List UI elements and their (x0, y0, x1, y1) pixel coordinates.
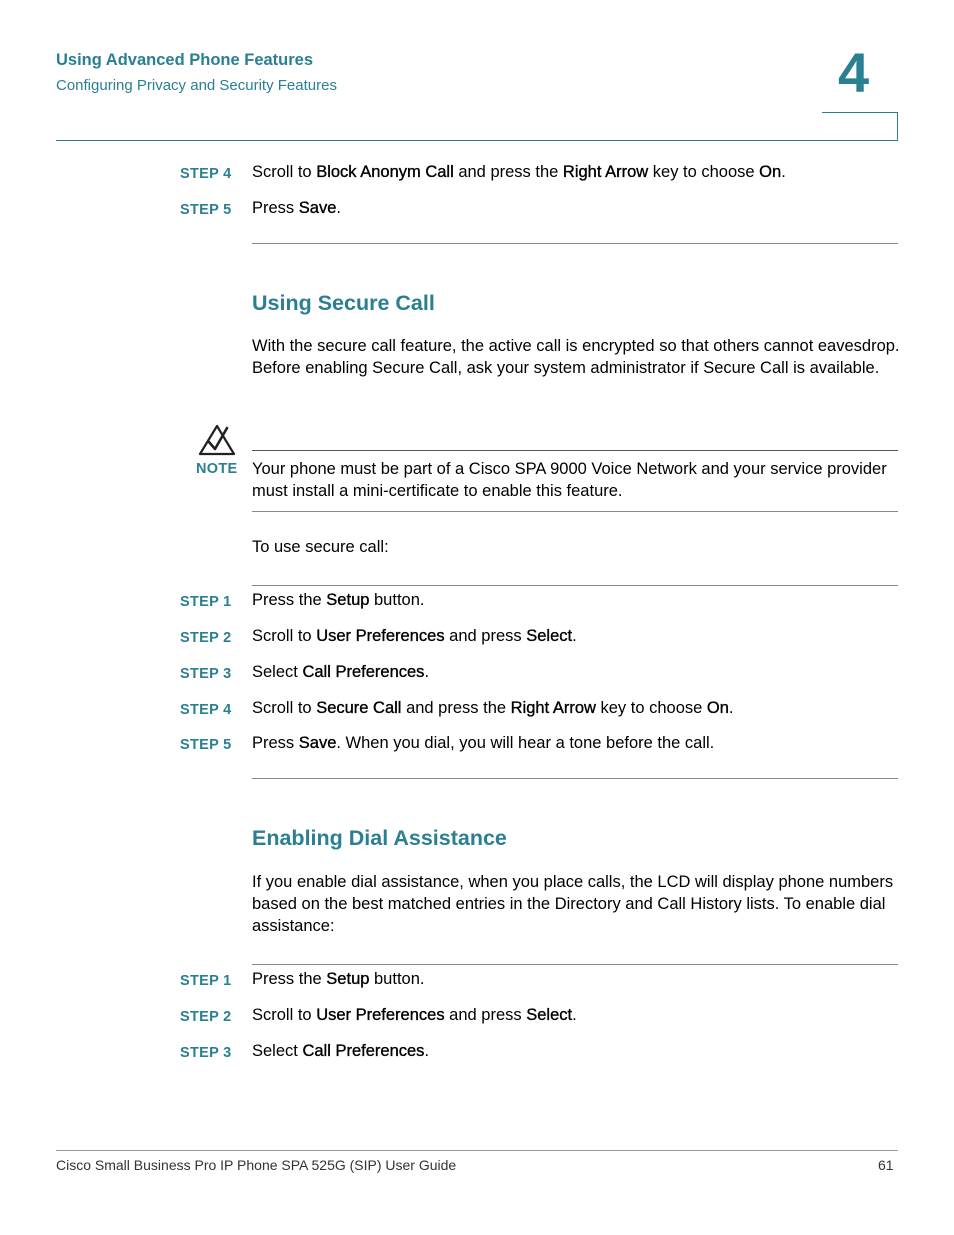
ui-term: Setup (326, 591, 370, 609)
step-row (0, 970, 954, 992)
step-text-part: . When you dial, you will hear a tone before the call. (336, 734, 715, 752)
step-text (252, 163, 786, 182)
ui-term: Block Anonym Call (316, 163, 454, 181)
step-text (252, 1006, 577, 1025)
ui-term: User Preferences (316, 1006, 445, 1024)
step-label: STEP 1 (180, 594, 232, 610)
ui-term: Select (526, 627, 573, 645)
step-label: STEP 4 (180, 702, 232, 718)
step-text-part: Press (252, 199, 299, 217)
section-divider (252, 778, 898, 779)
ui-term: Call Preferences (302, 1042, 425, 1060)
footer-rule (56, 1150, 898, 1151)
step-text (252, 663, 429, 682)
ui-term: Setup (326, 970, 370, 988)
header-rule (56, 140, 898, 141)
step-text-part: . (424, 1042, 430, 1060)
ui-term: User Preferences (316, 627, 445, 645)
step-row (0, 663, 954, 685)
step-text (252, 591, 424, 610)
step-text-part: Press (252, 734, 299, 752)
ui-term: Secure Call (316, 699, 402, 717)
ui-term: Right Arrow (562, 163, 649, 181)
step-text-part: . (728, 699, 734, 717)
step-text-part: and press (444, 627, 527, 645)
step-label: STEP 3 (180, 666, 232, 682)
step-text-part: . (572, 1006, 577, 1024)
step-text (252, 734, 714, 753)
step-text-part: Select (252, 1042, 303, 1060)
ui-term: Save (298, 199, 337, 217)
note-top-rule (252, 450, 898, 451)
step-text-part: . (424, 663, 430, 681)
step-text-part: and press (444, 1006, 527, 1024)
step-text-part: Scroll to (252, 1006, 317, 1024)
step-text-part: Scroll to (252, 699, 317, 717)
note-label: NOTE (196, 461, 238, 477)
section-heading-secure-call: Using Secure Call (252, 291, 435, 315)
ui-term: Right Arrow (510, 699, 596, 717)
step-label: STEP 2 (180, 1009, 232, 1025)
footer-guide-title: Cisco Small Business Pro IP Phone SPA 525G (SIP) User Guide (56, 1157, 457, 1173)
step-text-part: button. (369, 970, 425, 988)
step-label: STEP 2 (180, 630, 232, 646)
note-icon (198, 424, 236, 456)
step-label: STEP 3 (180, 1045, 232, 1061)
note-text: Your phone must be part of a Cisco SPA 9000 Voice Network and your service provider must install a mini-certificate to enable this feature. (252, 460, 887, 500)
dial-assistance-intro: If you enable dial assistance, when you place calls, the LCD will display phone numbers based on the best matched entries in the Directory and Call History lists. To enable dial assistance: (252, 873, 894, 935)
step-label: STEP 1 (180, 973, 232, 989)
step-row (0, 1042, 954, 1064)
step-text (252, 199, 341, 218)
step-text-part: and press the (401, 699, 511, 717)
step-text-part: button. (369, 591, 425, 609)
step-text-part: Scroll to (252, 627, 317, 645)
secure-call-lead-in: To use secure call: (252, 538, 389, 556)
ui-term: On (759, 163, 782, 181)
steps-top-rule (252, 964, 898, 965)
step-text-part: . (781, 163, 786, 181)
step-row (0, 163, 954, 185)
steps-top-rule (252, 585, 898, 586)
step-label: STEP 5 (180, 737, 232, 753)
step-text-part: Press the (252, 970, 327, 988)
step-text-part: key to choose (595, 699, 707, 717)
step-text (252, 970, 424, 989)
step-label: STEP 4 (180, 166, 232, 182)
step-text-part: . (336, 199, 341, 217)
step-row (0, 591, 954, 613)
step-row (0, 734, 954, 756)
step-text-part: Select (252, 663, 303, 681)
step-text-part: . (572, 627, 577, 645)
step-row (0, 199, 954, 221)
step-text-part: key to choose (648, 163, 760, 181)
ui-term: Select (526, 1006, 573, 1024)
ui-term: On (706, 699, 729, 717)
step-row (0, 699, 954, 721)
step-row (0, 1006, 954, 1028)
step-text-part: Scroll to (252, 163, 317, 181)
ui-term: Call Preferences (302, 663, 425, 681)
step-text (252, 1042, 429, 1061)
note-bottom-rule (252, 511, 898, 512)
chapter-tab-box (822, 112, 898, 140)
section-heading-dial-assistance: Enabling Dial Assistance (252, 826, 507, 850)
secure-call-intro: With the secure call feature, the active call is encrypted so that others cannot eavesdrop. Before enabling Secure Call, ask your system administrator if Secure Call is available. (252, 337, 900, 377)
step-label: STEP 5 (180, 202, 232, 218)
step-text-part: and press the (453, 163, 563, 181)
section-title: Configuring Privacy and Security Features (56, 77, 337, 94)
page-number: 61 (878, 1157, 894, 1173)
chapter-title: Using Advanced Phone Features (56, 51, 314, 69)
chapter-number: 4 (838, 41, 870, 104)
step-row (0, 627, 954, 649)
step-text (252, 627, 577, 646)
step-text (252, 699, 734, 718)
step-text-part: Press the (252, 591, 327, 609)
section-divider (252, 243, 898, 244)
ui-term: Save (298, 734, 337, 752)
